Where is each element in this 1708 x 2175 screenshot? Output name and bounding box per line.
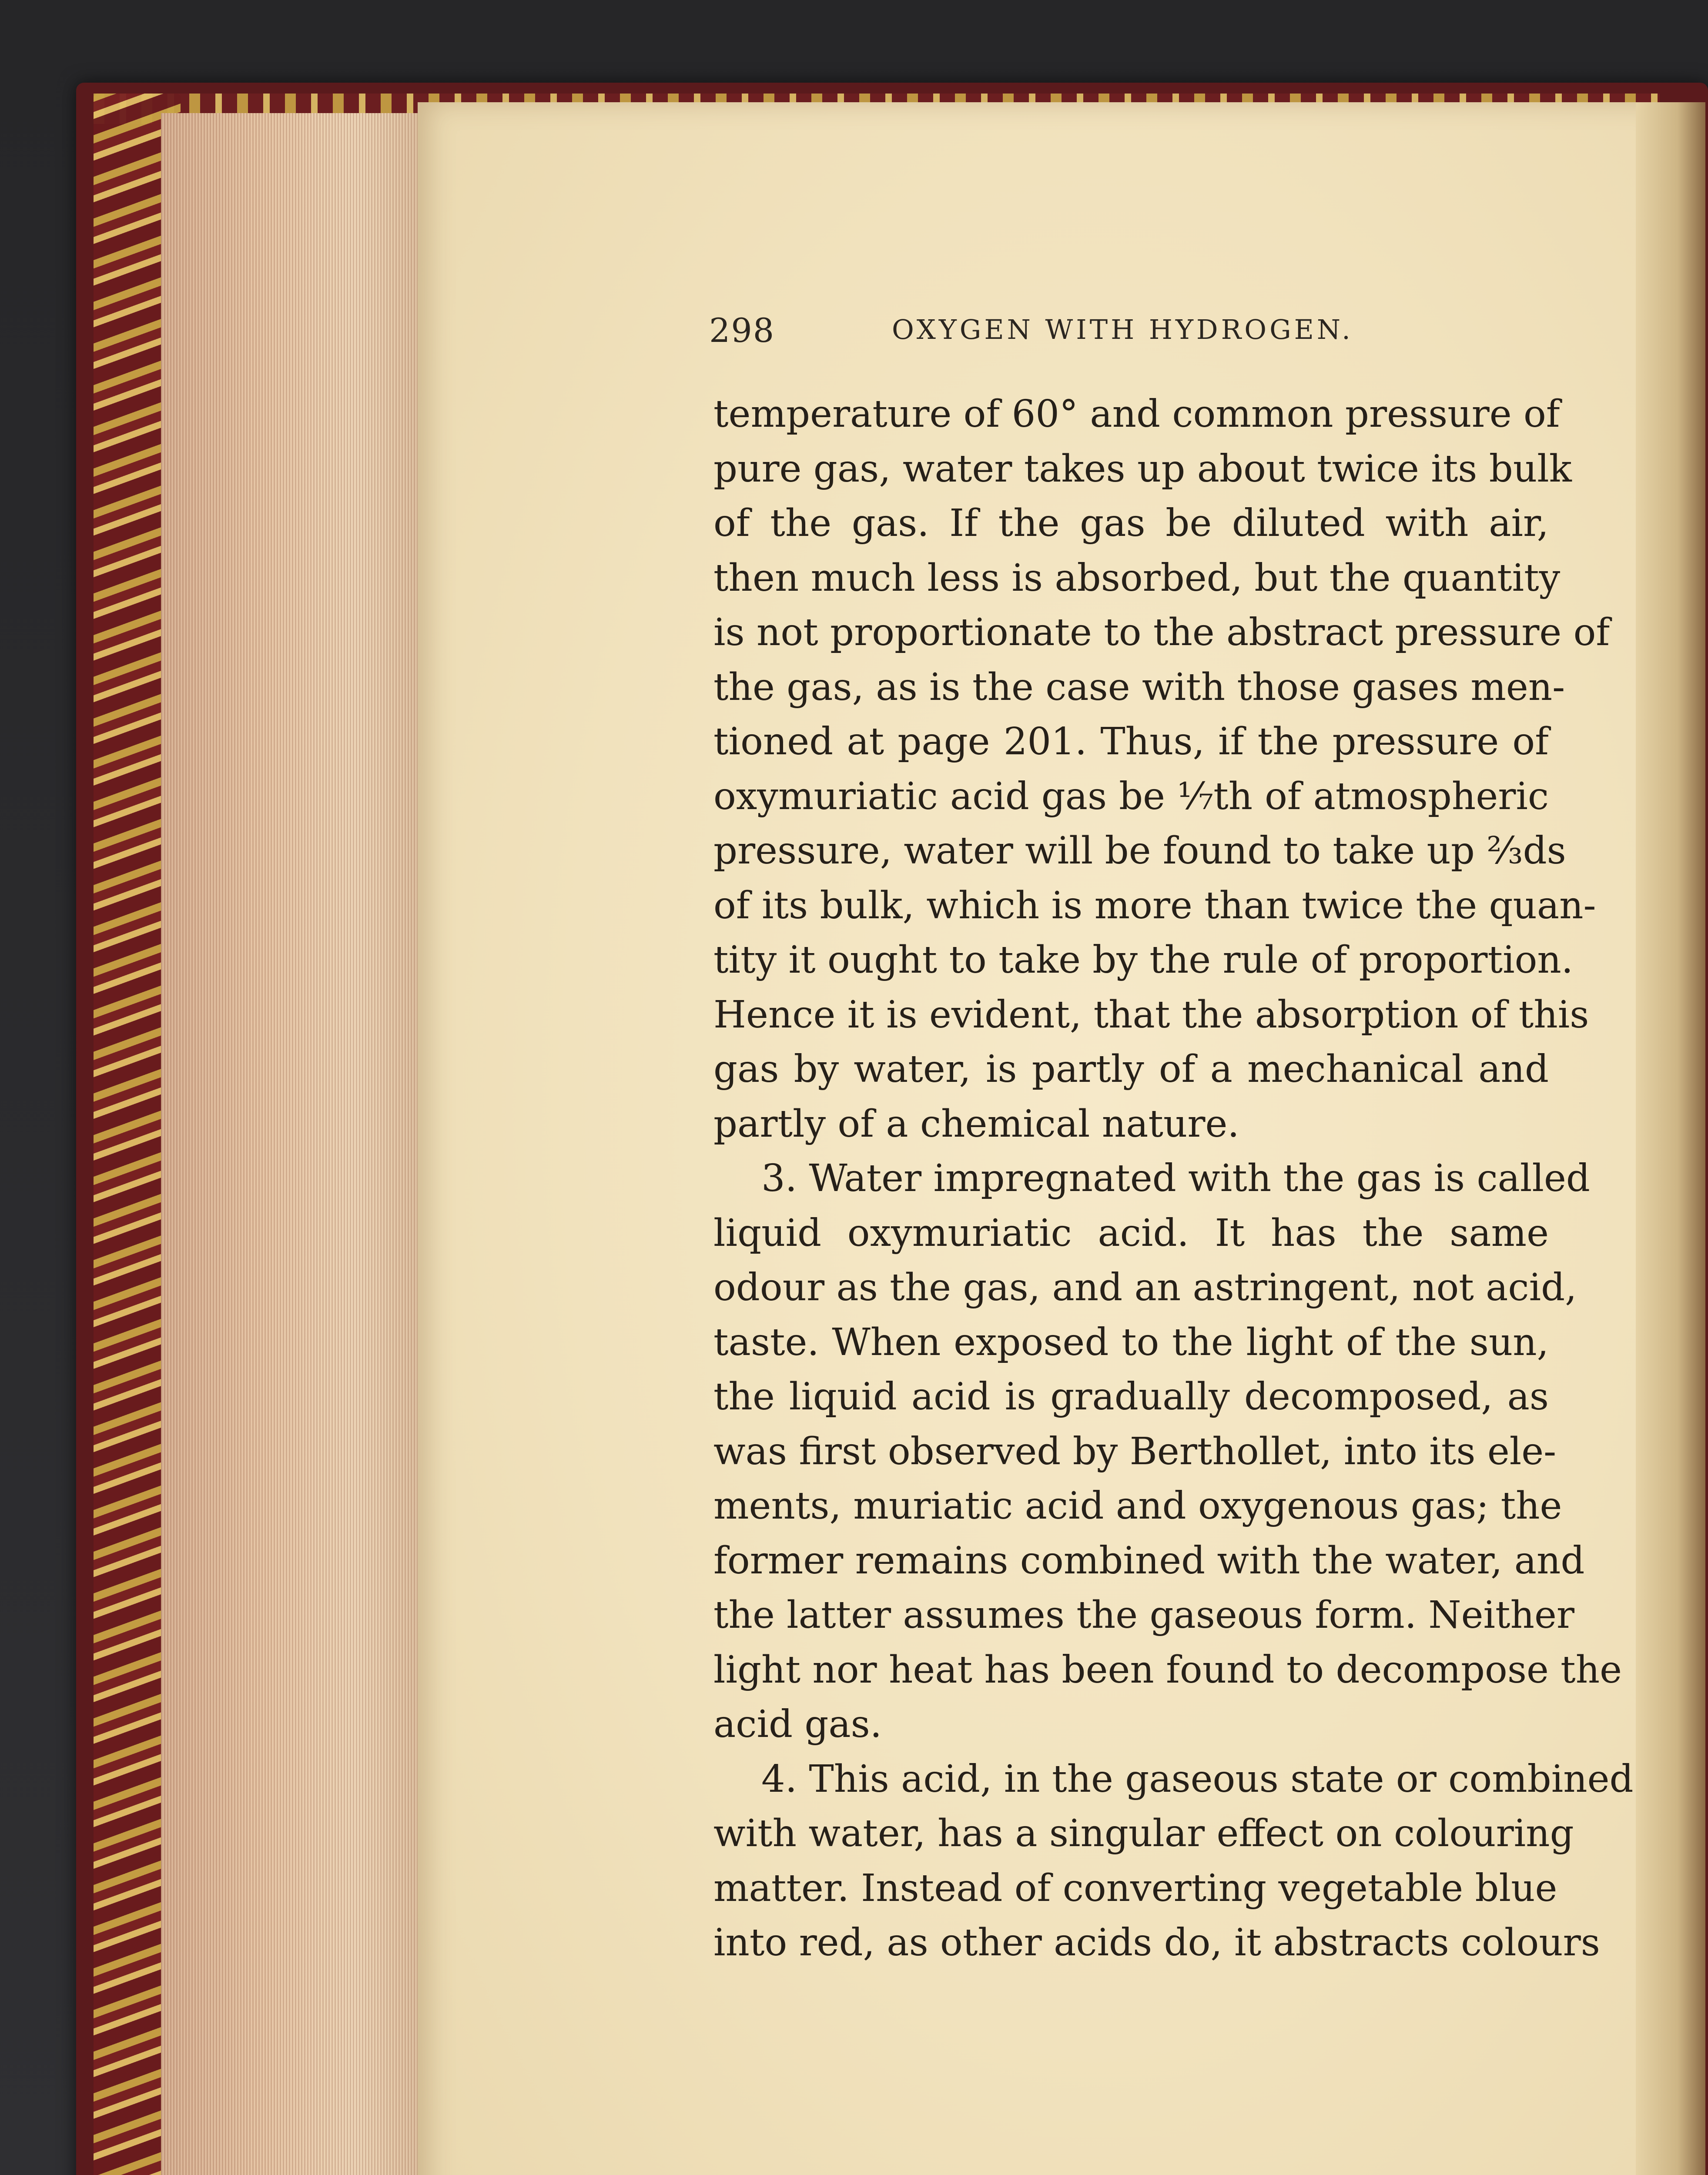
text-line: of its bulk, which is more than twice the quan- xyxy=(713,883,1596,927)
text-line: pure gas, water takes up about twice its bulk xyxy=(713,447,1572,491)
text-line: 4. This acid, in the gaseous state or combined xyxy=(761,1757,1634,1801)
text-line: former remains combined with the water, and xyxy=(713,1539,1585,1583)
text-line: the liquid acid is gradually decomposed, as xyxy=(713,1375,1549,1419)
text-line: partly of a chemical nature. xyxy=(713,1102,1239,1146)
text-line: tioned at page 201. Thus, if the pressure of xyxy=(713,720,1549,763)
page-gutter-fold xyxy=(1636,102,1705,2175)
page-number: 298 xyxy=(709,311,775,350)
text-line: ments, muriatic acid and oxygenous gas; the xyxy=(713,1484,1562,1528)
text-line: was first observed by Berthollet, into its ele- xyxy=(713,1429,1557,1473)
page-header xyxy=(709,311,1383,363)
running-title: OXYGEN WITH HYDROGEN. xyxy=(892,314,1353,345)
text-line: is not proportionate to the abstract pressure of xyxy=(713,611,1610,654)
text-line: the gas, as is the case with those gases men- xyxy=(713,665,1565,709)
text-line: matter. Instead of converting vegetable blue xyxy=(713,1866,1557,1910)
text-line: Hence it is evident, that the absorption of this xyxy=(713,993,1589,1037)
text-line: into red, as other acids do, it abstracts colours xyxy=(713,1921,1600,1964)
text-line: temperature of 60° and common pressure of xyxy=(713,392,1560,436)
text-line: with water, has a singular effect on colouring xyxy=(713,1812,1574,1855)
text-line: liquid oxymuriatic acid. It has the same xyxy=(713,1211,1549,1255)
text-line: the latter assumes the gaseous form. Neither xyxy=(713,1593,1574,1637)
text-line: light nor heat has been found to decompose the xyxy=(713,1648,1622,1692)
body-text xyxy=(713,387,1634,1971)
text-line: of the gas. If the gas be diluted with air, xyxy=(713,502,1549,545)
text-line: then much less is absorbed, but the quantity xyxy=(713,556,1561,600)
text-line: taste. When exposed to the light of the sun, xyxy=(713,1320,1549,1364)
text-line: gas by water, is partly of a mechanical and xyxy=(713,1047,1549,1091)
text-line: odour as the gas, and an astringent, not acid, xyxy=(713,1266,1577,1309)
text-line: oxymuriatic acid gas be ¹⁄₇th of atmospheric xyxy=(713,774,1549,818)
text-line: acid gas. xyxy=(713,1703,882,1746)
page-edges xyxy=(161,113,422,2175)
text-line: 3. Water impregnated with the gas is called xyxy=(761,1157,1590,1200)
text-line: tity it ought to take by the rule of proportion. xyxy=(713,938,1574,982)
text-line: pressure, water will be found to take up ²⁄₃ds xyxy=(713,829,1566,873)
